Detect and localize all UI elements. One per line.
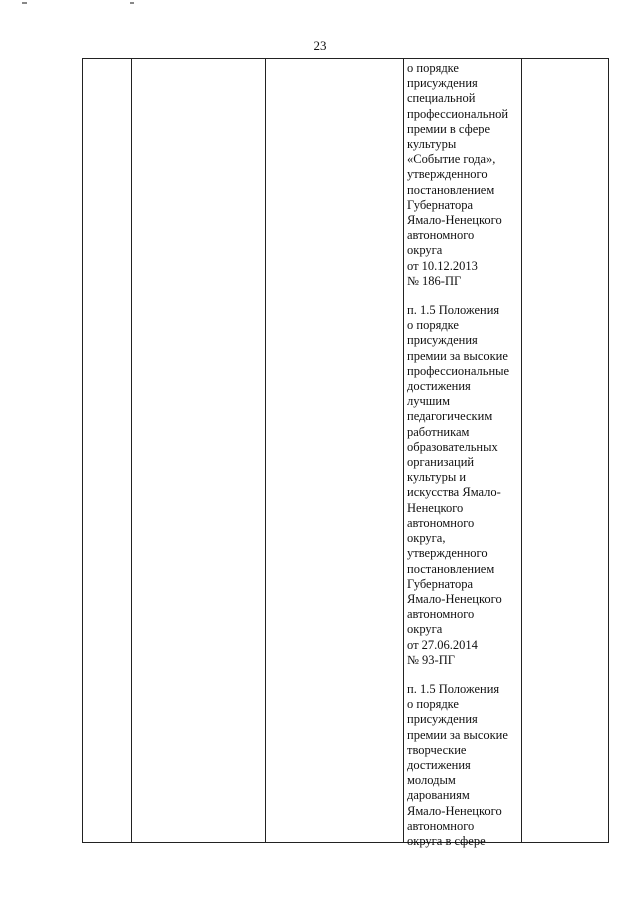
text-line: автономного: [407, 515, 475, 530]
text-line: автономного: [407, 818, 475, 833]
text-line: Ненецкого: [407, 500, 464, 515]
scan-speck: [22, 2, 27, 4]
text-line: постановлением: [407, 182, 495, 197]
text-line: дарованиям: [407, 788, 470, 803]
text-line: премии за высокие: [407, 727, 508, 742]
text-line: № 186-ПГ: [407, 273, 462, 288]
text-line: округа,: [407, 531, 446, 546]
document-table: [82, 58, 609, 848]
column-divider: [403, 59, 404, 842]
text-line: о порядке: [407, 318, 459, 333]
text-line: от 27.06.2014: [407, 637, 478, 652]
text-line: постановлением: [407, 561, 495, 576]
text-line: автономного: [407, 607, 475, 622]
text-line: творческие: [407, 742, 467, 757]
column-divider: [265, 59, 266, 842]
text-line: организаций: [407, 455, 475, 470]
cell-paragraph: [407, 303, 519, 668]
scan-speck: [130, 2, 134, 4]
text-line: специальной: [407, 91, 476, 106]
text-line: присуждения: [407, 333, 478, 348]
text-line: от 10.12.2013: [407, 258, 478, 273]
column-divider: [521, 59, 522, 842]
text-line: п. 1.5 Положения: [407, 303, 500, 318]
text-line: искусства Ямало-: [407, 485, 501, 500]
text-line: Губернатора: [407, 197, 474, 212]
text-line: Ямало-Ненецкого: [407, 591, 502, 606]
text-line: Губернатора: [407, 576, 474, 591]
text-line: п. 1.5 Положения: [407, 681, 500, 696]
text-line: лучшим: [407, 394, 450, 409]
table-cell-legal-references: [407, 61, 519, 849]
text-line: достижения: [407, 379, 471, 394]
text-line: присуждения: [407, 76, 478, 91]
text-line: педагогическим: [407, 409, 493, 424]
text-line: культуры: [407, 137, 457, 152]
text-line: премии за высокие: [407, 348, 508, 363]
text-line: «Событие года»,: [407, 152, 496, 167]
column-divider: [131, 59, 132, 842]
text-line: присуждения: [407, 712, 478, 727]
text-line: № 93-ПГ: [407, 652, 455, 667]
text-line: автономного: [407, 228, 475, 243]
text-line: о порядке: [407, 697, 459, 712]
cell-paragraph: [407, 682, 519, 849]
text-line: образовательных: [407, 439, 498, 454]
text-line: округа: [407, 243, 443, 258]
page-number: 23: [313, 38, 327, 53]
text-line: Ямало-Ненецкого: [407, 213, 502, 228]
text-line: профессиональные: [407, 363, 510, 378]
text-line: округа в сфере: [407, 833, 486, 848]
text-line: молодым: [407, 773, 456, 788]
text-line: округа: [407, 622, 443, 637]
text-line: профессиональной: [407, 106, 509, 121]
text-line: достижения: [407, 757, 471, 772]
text-line: культуры и: [407, 470, 467, 485]
text-line: Ямало-Ненецкого: [407, 803, 502, 818]
text-line: о порядке: [407, 61, 459, 75]
text-line: утвержденного: [407, 546, 488, 561]
cell-paragraph: [407, 61, 519, 289]
text-line: премии в сфере: [407, 121, 491, 136]
text-line: утвержденного: [407, 167, 488, 182]
text-line: работникам: [407, 424, 470, 439]
